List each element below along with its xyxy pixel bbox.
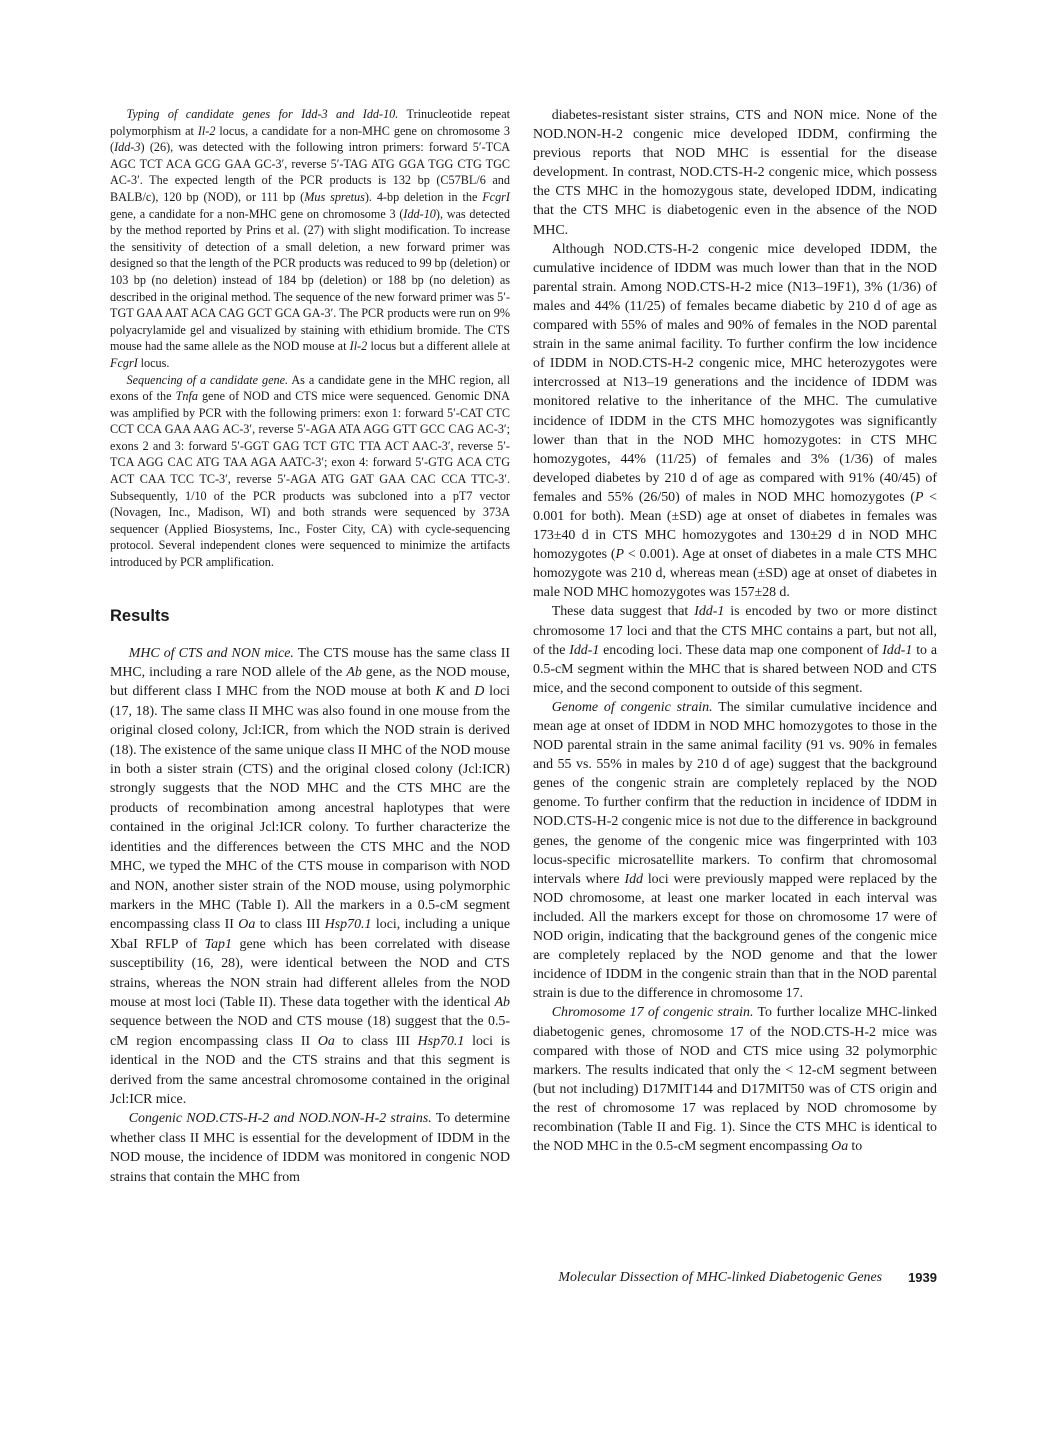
text-run: sequence between the NOD and CTS mouse (18) suggest that the 0.5-cM region encompassing class II <box>110 1014 510 1049</box>
text-run: loci, including a unique XbaI RFLP of <box>110 917 510 952</box>
italic-text-run: Sequencing of a candidate gene. <box>126 372 289 387</box>
text-run: encoding loci. These data map one component of <box>599 642 883 658</box>
text-run: gene which has been correlated with disease susceptibility (16, 28), were identical between the NOD and CTS strains, whereas the NON strain had different alleles from the NOD mouse at most loci (Table II). These data together with the identical <box>110 936 510 1010</box>
text-run: These data suggest that <box>551 604 695 620</box>
italic-text-run: Congenic NOD.CTS-H-2 and NOD.NON-H-2 strains. <box>128 1111 432 1127</box>
italic-text-run: P <box>615 547 625 563</box>
text-run: loci is identical in the NOD and the CTS strains and that this segment is derived from the same ancestral chromosome contained in the original Jcl:ICR mice. <box>110 1033 510 1107</box>
italic-text-run: K <box>435 684 445 700</box>
text-run: locus, a candidate for a non-MHC gene on chromosome 3 ( <box>110 123 511 155</box>
text-run: to class III <box>334 1033 418 1049</box>
italic-text-run: MHC of CTS and NON mice. <box>128 645 294 661</box>
italic-text-run: Typing of candidate genes for Idd-3 and Idd-10. <box>126 107 399 121</box>
body-paragraph <box>533 106 937 240</box>
text-run: locus but a different allele at <box>367 339 510 354</box>
italic-text-run: Idd-1 <box>694 604 725 620</box>
running-title: Molecular Dissection of MHC-linked Diabetogenic Genes <box>558 1270 883 1285</box>
italic-text-run: Oa <box>831 1139 849 1155</box>
italic-text-run: Il-2 <box>197 123 216 138</box>
italic-text-run: Genome of congenic strain. <box>551 699 713 715</box>
italic-text-run: Hsp70.1 <box>324 917 372 933</box>
italic-text-run: Oa <box>238 917 256 933</box>
italic-text-run: Idd-1 <box>569 642 600 658</box>
results-paragraph <box>110 1109 510 1187</box>
italic-text-run: FcgrI <box>482 189 510 204</box>
italic-text-run: Tap1 <box>204 936 232 952</box>
right-column <box>533 106 937 1156</box>
italic-text-run: Idd-1 <box>882 642 913 658</box>
italic-text-run: Hsp70.1 <box>417 1033 465 1049</box>
text-run: Trinucleotide repeat polymorphism at <box>110 107 511 138</box>
italic-text-run: Il-2 <box>349 339 368 354</box>
results-section <box>110 644 510 1187</box>
text-run: loci (17, 18). The same class II MHC was also found in one mouse from the original closed colony, Jcl:ICR, from which the NOD strain is derived (18). The existence of the same unique class II MHC of the NOD mouse in both a sister strain (CTS) and the original closed colony (Jcl:ICR) strongly suggests that the NOD MHC and the CTS MHC are the products of recombination among ancestral haplotypes that were contained in the original Jcl:ICR colony. To further characterize the identities and the differences between the CTS MHC and the NOD MHC, we typed the MHC of the CTS mouse in comparison with NOD and NON, another sister strain of the NOD mouse, using polymorphic markers in the MHC (Table I). All the markers in a 0.5-cM segment encompassing class II <box>110 684 511 933</box>
text-run: diabetes-resistant sister strains, CTS and NON mice. None of the NOD.NON-H-2 congenic mice developed IDDM, confirming the previous reports that NOD MHC is essential for the disease development. In contrast, NOD.CTS-H-2 congenic mice, which possess the CTS MHC in the homozygous state, developed IDDM, indicating that the CTS MHC is diabetogenic even in the absence of the NOD MHC. <box>533 108 937 238</box>
body-paragraph <box>533 602 937 697</box>
italic-text-run: Mus spretus <box>304 189 365 204</box>
italic-text-run: D <box>474 684 485 700</box>
text-run: < 0.001). Age at onset of diabetes in a male CTS MHC homozygote was 210 d, whereas mean (±SD) age at onset of diabetes in male NOD MHC homozygotes was 157±28 d. <box>533 547 937 601</box>
methods-section <box>110 106 510 571</box>
italic-text-run: Ab <box>346 665 362 681</box>
methods-paragraph <box>110 372 510 571</box>
text-run: As a candidate gene in the MHC region, all exons of the <box>110 372 510 404</box>
italic-text-run: Ab <box>494 994 510 1010</box>
italic-text-run: P <box>914 489 924 505</box>
body-paragraph <box>533 698 937 1004</box>
italic-text-run: Tnfa <box>175 389 198 404</box>
italic-text-run: FcgrI <box>110 355 138 370</box>
text-run: Although NOD.CTS-H-2 congenic mice developed IDDM, the cumulative incidence of IDDM was much lower than that in the NOD parental strain. Among NOD.CTS-H-2 mice (N13–19F1), 3% (1/36) of males and 44% (11/25) of females became diabetic by 210 d of age as compared with 55% of males and 90% of females in the NOD parental strain in the same animal facility. To further confirm the low incidence of IDDM in NOD.CTS-H-2 congenic mice, MHC heterozygotes were intercrossed at N13–19 generations and the incidence of IDDM was monitored relative to the inheritance of the MHC. The cumulative incidence of IDDM in the CTS MHC homozygotes was significantly lower than that in the NOD MHC homozygotes: in CTS MHC homozygotes, 44% (11/25) of females and 3% (1/36) of males developed diabetes by 210 d of age as compared with 91% (40/45) of females and 55% (26/50) of males in NOD MHC homozygotes ( <box>533 241 937 505</box>
italic-text-run: Oa <box>317 1033 335 1049</box>
italic-text-run: Idd-3 <box>114 140 141 155</box>
text-run: gene of NOD and CTS mice were sequenced. Genomic DNA was amplified by PCR with the following primers: exon 1: forward 5′-CAT CTC CCT CCA GAA AAG AC-3′, reverse 5′-AGA ATA AGG GTT GCC CAG AC-3′; exons 2 and 3: forward 5′-GGT GAG TCT GTC TTA ACT AAC-3′, reverse 5′-TCA AGG CAC ATG TAA AGA AATC-3′; exon 4: forward 5′-GTG ACA CTG ACT CAA TCC TC-3′, reverse 5′-AGA ATG GAT GAA CAC CCA TTC-3′. Subsequently, 1/10 of the PCR products was subcloned into a pT7 vector (Novagen, Inc., Madison, WI) and both strands were sequenced by 373A sequencer (Applied Biosystems, Inc., Foster City, CA) with cycle-sequencing protocol. Several independent clones were sequenced to minimize the artifacts introduced by PCR amplification. <box>110 389 510 570</box>
results-heading: Results <box>110 606 170 625</box>
text-run: to <box>848 1139 863 1155</box>
results-paragraph <box>110 644 510 1110</box>
italic-text-run: Chromosome 17 of congenic strain. <box>551 1005 754 1021</box>
text-run: The similar cumulative incidence and mean age at onset of IDDM in NOD MHC homozygotes to those in the NOD parental strain in the same animal facility (91 vs. 90% in females and 55 vs. 55% in males by 210 d of age) suggest that the background genes of the congenic strain are completely replaced by the NOD genome. To further confirm that the reduction in incidence of IDDM in NOD.CTS-H-2 congenic mice is not due to the difference in background genes, the genome of the congenic mice was fingerprinted with 103 locus-specific microsatellite markers. To confirm that chromosomal intervals where <box>533 699 937 887</box>
text-run: To determine whether class II MHC is essential for the development of IDDM in the NOD mouse, the incidence of IDDM was monitored in congenic NOD strains that contain the MHC from <box>110 1111 511 1185</box>
text-run: to class III <box>255 917 325 933</box>
italic-text-run: Idd-10 <box>403 206 436 221</box>
body-paragraph <box>533 1003 937 1156</box>
page-footer <box>533 1270 937 1286</box>
text-run: The CTS mouse has the same class II MHC, including a rare NOD allele of the <box>110 645 510 681</box>
text-run: ), was detected by the method reported by Prins et al. (27) with slight modification. To increase the sensitivity of detection of a small deletion, a new forward primer was designed so that the length of the PCR products was reduced to 99 bp (deletion) or 103 bp (no deletion) instead of 184 bp (deletion) or 188 bp (no deletion) as described in the original method. The sequence of the new forward primer was 5′-TGT GAA AAT ACA CAG GCT GCA GA-3′. The PCR products were run on 9% polyacrylamide gel and visualized by staining with ethidium bromide. The CTS mouse had the same allele as the NOD mouse at <box>110 206 510 354</box>
text-run: loci were previously mapped were replaced by the NOD chromosome, at least one marker located in each interval was included. All the markers except for those on chromosome 17 were of NOD origin, indicating that the background genes of the congenic mice are completely replaced by the NOD genome and that the lower incidence of IDDM in the congenic strain than that in the NOD parental strain is due to the difference in chromosome 17. <box>533 871 938 1002</box>
text-run: ) (26), was detected with the following intron primers: forward 5′-TCA AGC TCT ACA GCG GAA GC-3′, reverse 5′-TAG ATG GGA TGG CTG TGC AC-3′. The expected length of the PCR products is 132 bp (C57BL/6 and BALB/c), 120 bp (NOD), or 111 bp ( <box>110 140 510 204</box>
text-run: To further localize MHC-linked diabetogenic genes, chromosome 17 of the NOD.CTS-H-2 mice was compared with those of NOD and CTS mice using 32 polymorphic markers. The results indicated that only the < 12-cM segment between (but not including) D17MIT144 and D17MIT50 was of CTS origin and the rest of chromosome 17 was replaced by NOD chromosome by recombination (Table II and Fig. 1). Since the CTS MHC is identical to the NOD MHC in the 0.5-cM segment encompassing <box>533 1005 937 1155</box>
italic-text-run: Idd <box>624 871 643 887</box>
text-run: to a 0.5-cM segment within the MHC that is shared between NOD and CTS mice, and the second component to outside of this segment. <box>533 642 937 696</box>
text-run: and <box>444 684 475 700</box>
methods-paragraph <box>110 106 510 372</box>
text-run: locus. <box>137 355 170 370</box>
text-run: gene, as the NOD mouse, but different class I MHC from the NOD mouse at both <box>110 665 511 700</box>
text-run: gene, a candidate for a non-MHC gene on chromosome 3 ( <box>110 206 404 221</box>
results-continued <box>533 106 937 1156</box>
page-number: 1939 <box>908 1270 937 1285</box>
body-paragraph <box>533 240 937 603</box>
left-column <box>110 106 510 1187</box>
text-run: ). 4-bp deletion in the <box>364 189 483 204</box>
text-run: is encoded by two or more distinct chromosome 17 loci and that the CTS MHC contains a part, but not all, of the <box>533 604 937 658</box>
text-run: < 0.001 for both). Mean (±SD) age at onset of diabetes in females was 173±40 d in CTS MHC homozygotes and 130±29 d in NOD MHC homozygotes ( <box>533 489 937 563</box>
